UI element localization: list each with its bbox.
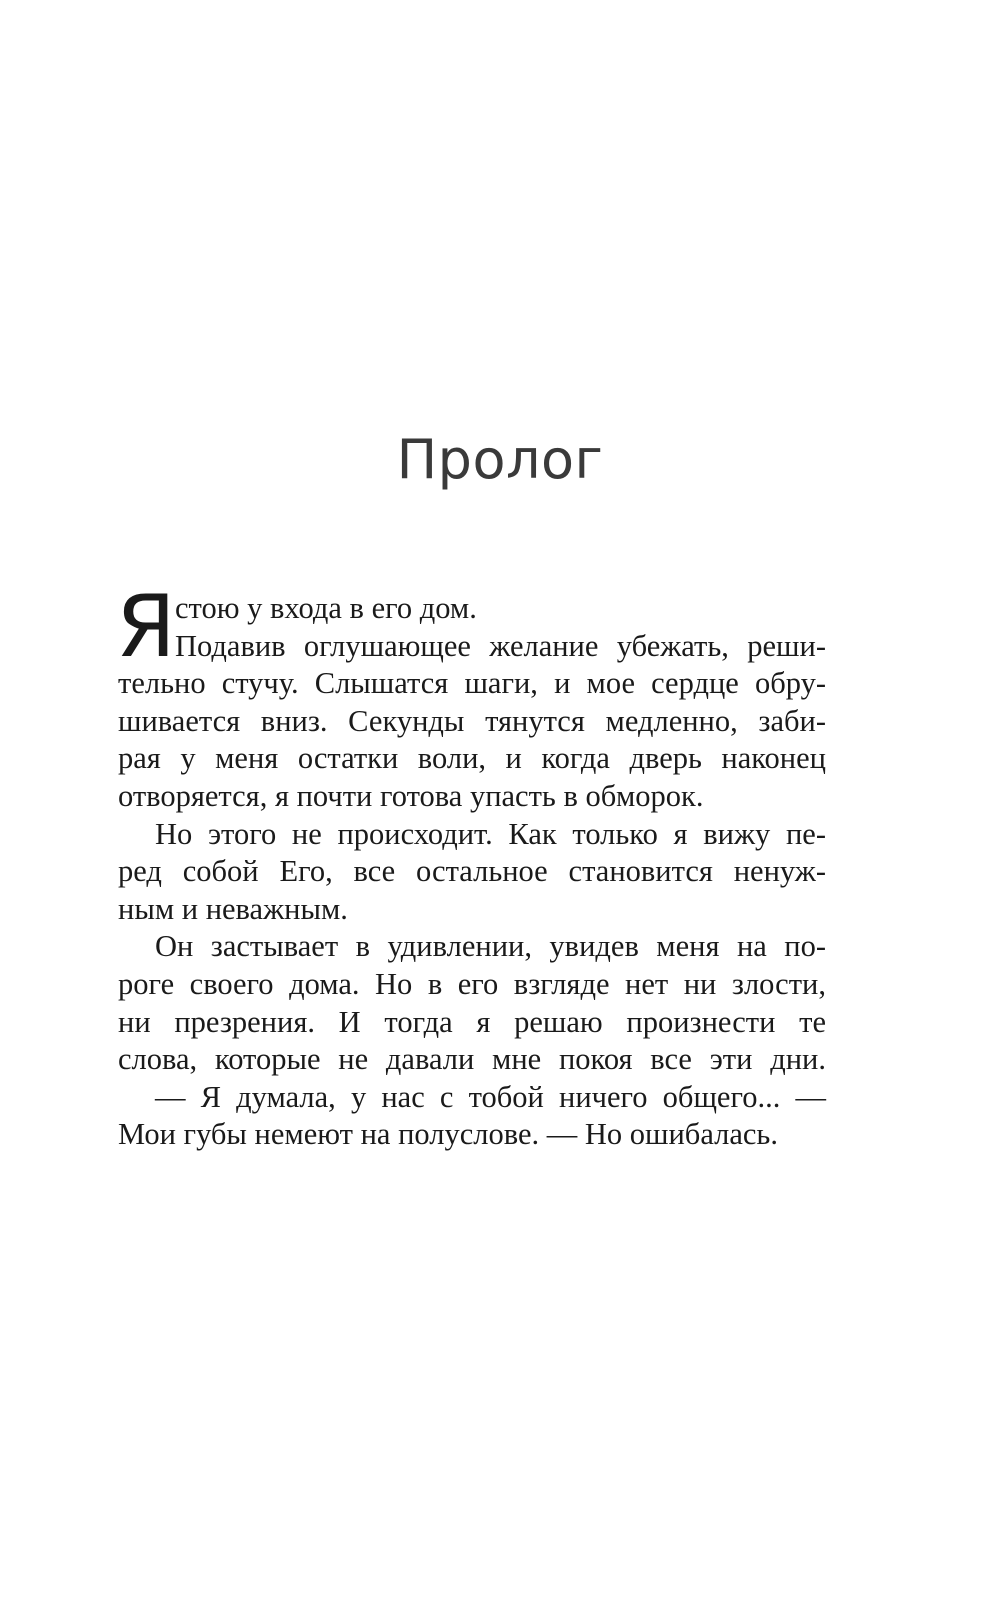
text-line: тельно стучу. Слышатся шаги, и мое сердце обру- [118, 666, 826, 701]
text-line: шивается вниз. Секунды тянутся медленно, заби- [118, 703, 826, 738]
text-line: роге своего дома. Но в его взгляде нет ни злости, [118, 966, 826, 1001]
text-line: — Я думала, у нас с тобой ничего общего... — [155, 1079, 826, 1114]
paragraph-3 [118, 928, 826, 1078]
paragraph-4 [118, 1079, 826, 1154]
text-line: Подавив оглушающее желание убежать, реши- [175, 628, 826, 663]
text-line: Он застывает в удивлении, увидев меня на по- [155, 929, 826, 964]
text-line: ным и неважным. [118, 891, 348, 926]
text-line: Но этого не происходит. Как только я вижу пе- [155, 816, 826, 851]
drop-cap: Я [116, 577, 176, 677]
paragraph-1 [116, 577, 826, 816]
text-line: ред собой Его, все остальное становится ненуж- [118, 854, 826, 889]
text-line: ни презрения. И тогда я решаю произнести те [118, 1004, 826, 1039]
text-line: стою у входа в его дом. [175, 591, 477, 625]
text-line: Мои губы немеют на полуслове. — Но ошибалась. [118, 1117, 778, 1152]
chapter-text [116, 577, 826, 1154]
text-line: рая у меня остатки воли, и когда дверь наконец [118, 741, 826, 776]
paragraph-2 [118, 816, 826, 929]
text-line: отворяется, я почти готова упасть в обморок. [118, 778, 704, 813]
chapter-title: Пролог [396, 428, 604, 491]
text-line: слова, которые не давали мне покоя все эти дни. [118, 1042, 826, 1077]
